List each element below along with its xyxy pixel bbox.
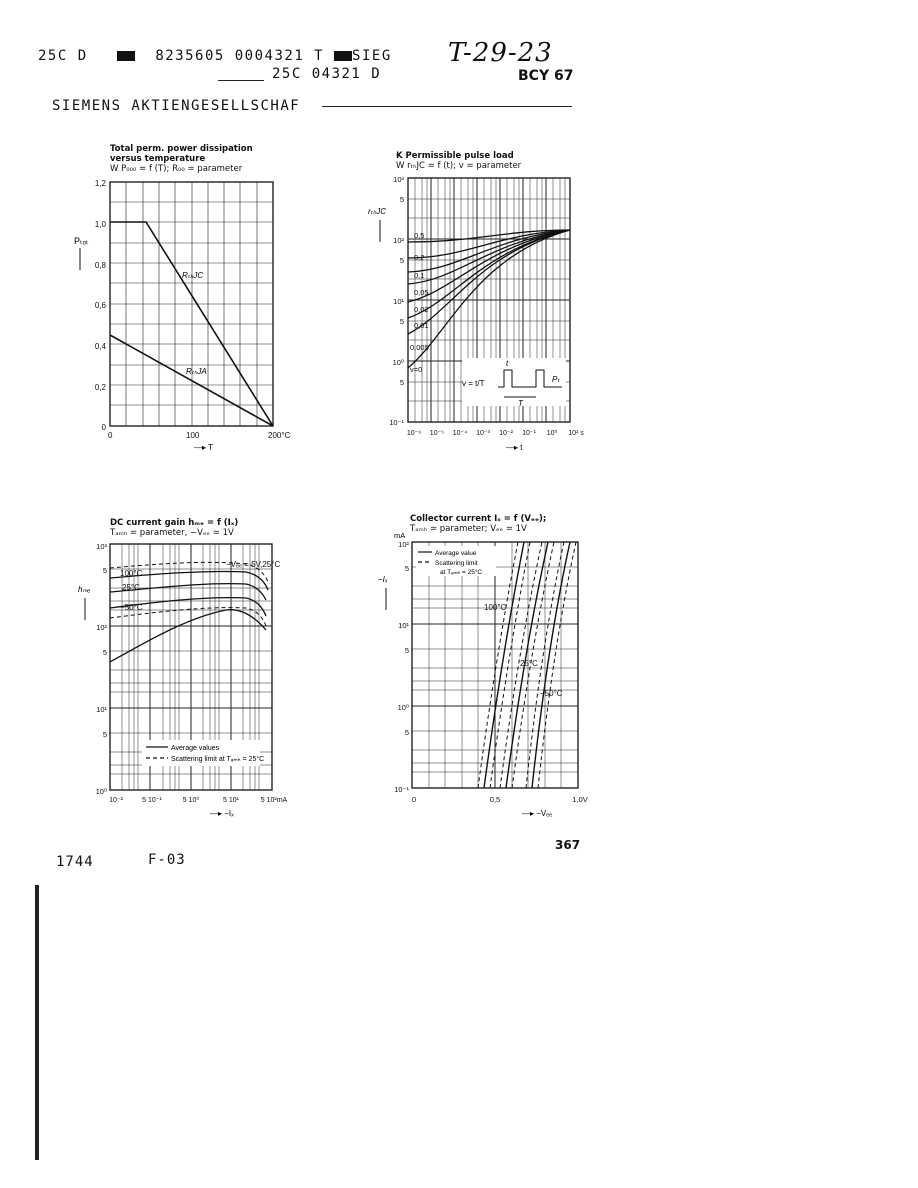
ytick: 10⁻¹ [389,418,404,427]
ytick: 5 [404,646,409,655]
xtick: 10¹ s [568,430,584,437]
ytick: 10² [393,236,404,245]
top-note: −Vₑₑ = 5V,25°C [226,560,281,569]
ytick: 5 [404,564,409,573]
param-label: 0,02 [414,305,429,314]
xtick: 5 10¹ [223,797,239,804]
x-axis-label: —▸ T [194,443,213,452]
ytick: 10¹ [96,705,107,714]
param-label: 0,1 [414,271,425,280]
ytick: 1,0 [94,220,106,229]
header-code-a: 25C D [38,48,88,64]
param-label: 0,2 [414,253,425,262]
legend-avg: Average values [171,745,220,752]
xtick: 10⁻² [499,430,513,437]
inset-t: t [506,359,509,368]
collector-chart-caption [410,514,546,534]
xtick: 10⁰ [546,430,558,437]
header-line1 [38,48,392,64]
pulse-params [410,231,429,374]
ytick: 10⁻¹ [394,785,409,794]
part-number: BCY 67 [518,68,574,84]
xtick: 1,0V [572,795,588,804]
ytick: 0,2 [94,383,106,392]
collector-legend [416,546,496,576]
param-label: 0,5 [414,231,425,240]
ytick: 10⁰ [95,787,107,796]
ytick: 5 [404,728,409,737]
ytick: 1,2 [94,179,106,188]
caption-line: DC current gain hₘₑ = f (Iₓ) [110,518,239,528]
caption-line: K Permissible pulse load [396,151,514,161]
handwritten-code: T-29-23 [448,38,553,68]
footer-left-code: 1744 [56,854,94,870]
ytick: 10² [96,623,107,632]
param-label: −50°C [540,689,563,698]
collector-chart [372,531,602,824]
legend-scatter: Scattering limit at Tₐₘₕ = 25°C [171,756,265,763]
param-label: 0,01 [414,321,429,330]
company-name: SIEMENS AKTIENGESELLSCHAF [52,98,301,114]
gain-xticks [109,796,287,804]
y-unit: mA [394,531,406,540]
param-label: 100°C [120,569,143,578]
xtick: 10⁻⁴ [452,430,468,437]
ytick: 0 [101,423,106,432]
ytick: 5 [102,648,107,657]
inset-P: Pₜ [552,375,560,384]
power-chart-caption [110,144,253,174]
rthja-curve [110,335,273,426]
ytick: 10⁰ [397,703,409,712]
xtick: 100 [186,431,200,440]
ytick: 0,8 [94,261,106,270]
header-underline [218,80,264,81]
param-label: v=0 [410,365,423,374]
xtick: 200°C [268,431,291,440]
caption-line: W rₜₕJC = f (t); v = parameter [396,161,522,171]
caption-line: Tₐₘₕ = parameter; Vₑₑ = 1V [410,524,527,534]
curve-label: RₜₕJC [182,271,204,280]
footer-mid-code: F-03 [148,852,186,868]
power-grid [110,182,273,426]
xtick: 10⁻² [109,797,123,804]
curve-label: RₜₕJA [186,367,207,376]
xtick: 10⁻³ [476,430,490,437]
redaction-block [117,51,135,61]
x-axis-label: —▸ t [506,443,523,452]
caption-line: Collector current Iₓ = f (Vₑₑ); [410,514,547,524]
xtick: 5 10⁰ [182,797,200,804]
legend-scatter2: at Tₐₘₕ = 25°C [440,569,483,576]
x-axis-label: —▸ −Vₑₑ [522,809,553,818]
caption-line: Tₐₘₕ = parameter, −Vₑₑ = 1V [110,528,234,538]
ytick: 10³ [393,175,404,184]
ytick: 10³ [96,542,107,551]
xtick: 0,5 [489,795,501,804]
ytick: 0,4 [94,342,106,351]
scan-edge-mark [35,885,39,1160]
caption-line: versus temperature [110,154,206,164]
y-axis-label: hₘₑ [78,585,91,594]
ytick: 10¹ [398,621,409,630]
param-label: 0,05 [414,288,429,297]
y-axis-label: rₜₕJC [368,207,387,216]
y-axis-label: Pₜₒₜ [74,236,89,246]
param-label: −50°C [120,603,143,612]
ytick: 10¹ [393,297,404,306]
xtick: 5 10²mA [260,797,288,804]
gain-chart-caption [110,518,238,538]
pulse-xticks [407,429,584,437]
y-axis-label: −Iₓ [378,575,388,584]
ytick: 5 [399,256,404,265]
ytick: 5 [102,730,107,739]
inset-T: T [518,399,523,408]
xtick: 0 [108,431,113,440]
ytick: 10⁰ [392,358,404,367]
gain-chart [76,538,306,828]
redaction-block [334,51,352,61]
ytick: 5 [102,566,107,575]
company-rule [322,106,572,107]
header-code-c: SIEG [352,48,392,64]
caption-line: Total perm. power dissipation [110,144,253,154]
pulse-chart [366,172,596,462]
inset-formula: v = t/T [462,379,485,388]
collector-yticks [394,540,409,794]
param-label: 25°C [122,583,140,592]
caption-line: W P₀₀₀ = f (T); R₀₀ = parameter [110,164,243,174]
xtick: 0 [411,795,417,804]
legend-avg: Average value [435,550,477,557]
pulse-chart-caption [396,151,521,171]
param-label: 25°C [520,659,538,668]
power-xticks [108,431,291,440]
xtick: 5 10⁻¹ [142,797,162,804]
ytick: 5 [399,195,404,204]
ytick: 10² [398,540,409,549]
pulse-yticks [389,175,404,427]
param-label: 0,005 [410,343,429,352]
xtick: 10⁻⁶ [406,430,422,437]
collector-xticks [412,795,588,804]
param-label: 100°C [484,603,507,612]
gain-yticks [96,542,108,796]
gain-legend [142,740,264,766]
page-number: 367 [555,838,581,852]
header-line2: 25C 04321 D [272,66,382,82]
power-yticks [95,179,107,432]
legend-scatter: Scattering limit [435,560,478,567]
xtick: 10⁻⁵ [429,430,445,437]
ytick: 5 [399,378,404,387]
ytick: 0,6 [94,301,106,310]
x-axis-label: —▸ −Iₓ [210,809,234,818]
xtick: 10⁻¹ [522,430,536,437]
ytick: 5 [399,317,404,326]
power-chart [74,172,312,462]
header-code-b: 8235605 0004321 T [155,48,325,64]
